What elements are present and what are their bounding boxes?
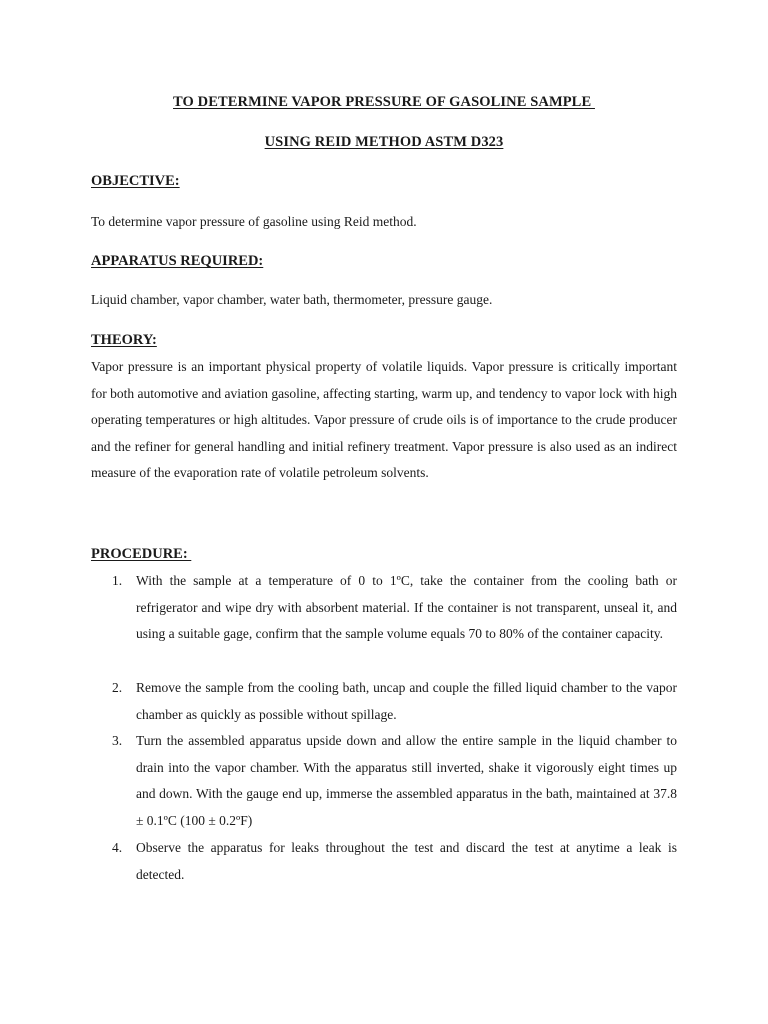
- theory-text: Vapor pressure is an important physical property of volatile liquids. Vapor pressure is critically important for both automotive and aviation gasoline, affecting starting, warm up, and tendency to vapor lock with high operating temperatures or high altitudes. Vapor pressure of crude oils is of importance to the crude producer and the refiner for general handling and initial refinery treatment. Vapor pressure is also used as an indirect measure of the evaporation rate of volatile petroleum solvents.: [91, 359, 677, 481]
- objective-text: To determine vapor pressure of gasoline using Reid method.: [91, 214, 417, 229]
- procedure-step: [112, 835, 677, 888]
- document-subtitle: USING REID METHOD ASTM D323: [264, 134, 504, 150]
- step-text: With the sample at a temperature of 0 to 1ºC, take the container from the cooling bath or refrigerator and wipe dry with absorbent material. If the container is not transparent, unseal it, and using a suitable gage, confirm that the sample volume equals 70 to 80% of the container capacity.: [136, 573, 677, 642]
- step-number: 1.: [112, 573, 123, 588]
- step-text: Remove the sample from the cooling bath, uncap and couple the filled liquid chamber to the vapor chamber as quickly as possible without spillage.: [136, 680, 677, 722]
- theory-heading: THEORY:: [91, 332, 157, 348]
- procedure-step: [112, 675, 677, 728]
- objective-heading: OBJECTIVE:: [91, 173, 180, 189]
- procedure-step: [112, 568, 677, 648]
- procedure-heading: PROCEDURE:: [91, 546, 192, 562]
- step-text: Turn the assembled apparatus upside down and allow the entire sample in the liquid chamber to drain into the vapor chamber. With the apparatus still inverted, shake it vigorously eight times up and down. With the gauge end up, immerse the assembled apparatus in the bath, maintained at 37.8 ± 0.1ºC (100 ± 0.2ºF): [136, 733, 677, 828]
- apparatus-text: Liquid chamber, vapor chamber, water bath, thermometer, pressure gauge.: [91, 292, 493, 307]
- step-number: 2.: [112, 680, 123, 695]
- step-number: 3.: [112, 733, 123, 748]
- procedure-step: [112, 728, 677, 834]
- apparatus-heading: APPARATUS REQUIRED:: [91, 253, 264, 269]
- step-number: 4.: [112, 840, 123, 855]
- document-title: TO DETERMINE VAPOR PRESSURE OF GASOLINE SAMPLE: [173, 94, 595, 110]
- step-text: Observe the apparatus for leaks throughout the test and discard the test at anytime a leak is detected.: [136, 840, 677, 882]
